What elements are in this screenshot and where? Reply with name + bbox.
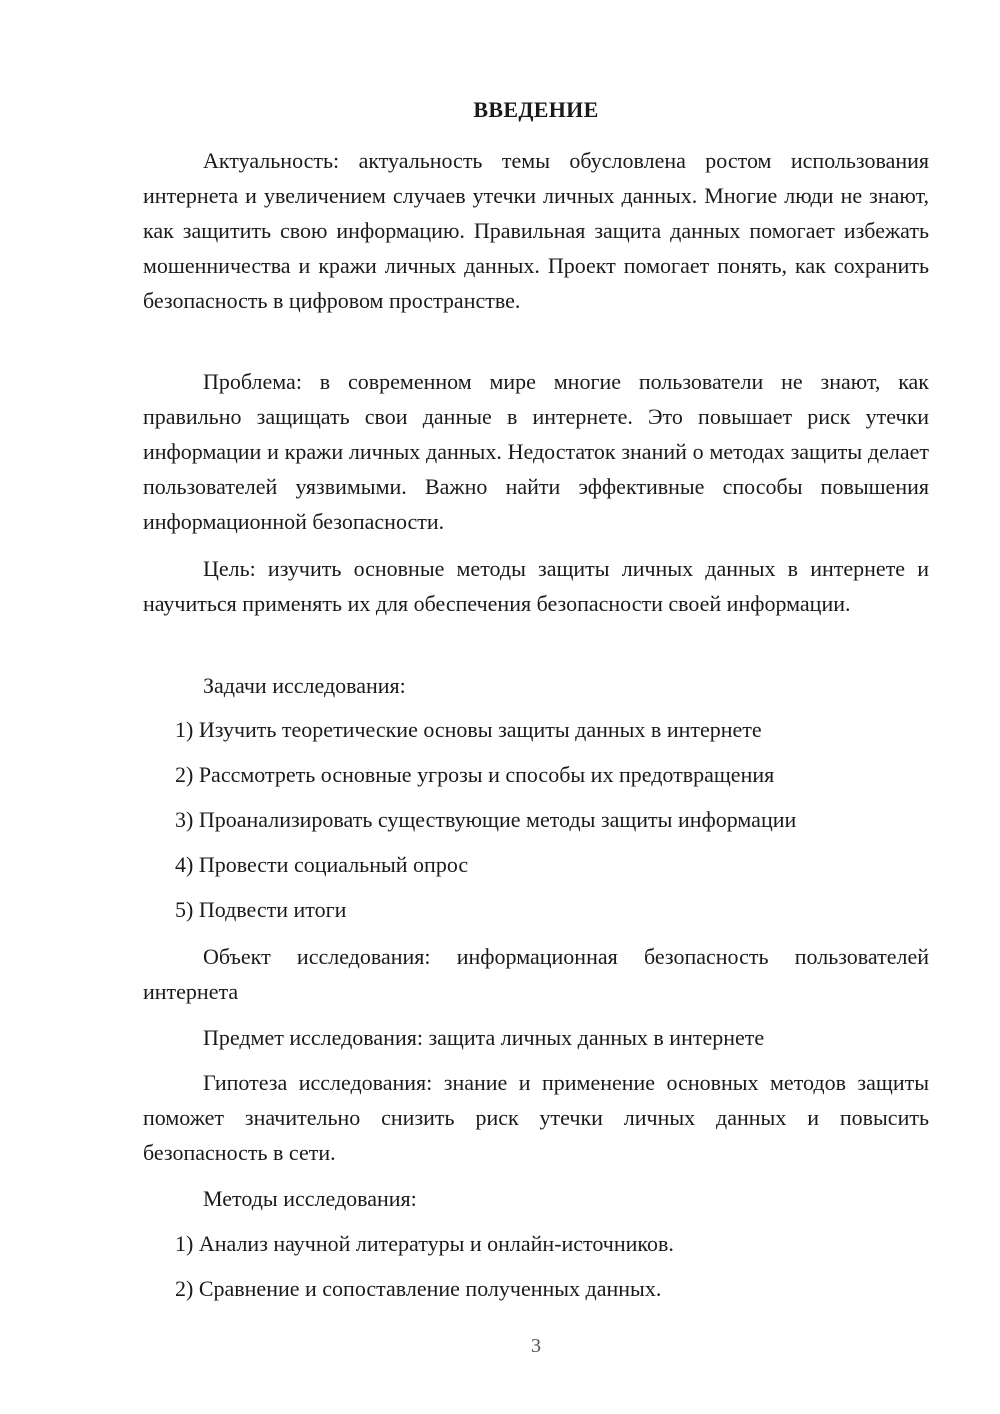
- task-item: 5) Подвести итоги: [175, 897, 347, 922]
- goal-paragraph: Цель: изучить основные методы защиты личных данных в интернете и научиться применять их для обеспечения безопасности своей информации.: [143, 556, 929, 616]
- tasks-title: Задачи исследования:: [203, 673, 406, 698]
- method-item: 2) Сравнение и сопоставление полученных данных.: [175, 1276, 662, 1301]
- object-paragraph: Объект исследования: информационная безопасность пользователей интернета: [143, 944, 929, 1004]
- task-item: 2) Рассмотреть основные угрозы и способы их предотвращения: [175, 762, 775, 787]
- subject-paragraph: Предмет исследования: защита личных данных в интернете: [203, 1025, 765, 1050]
- page-number: 3: [531, 1335, 541, 1357]
- task-item: 4) Провести социальный опрос: [175, 852, 469, 877]
- relevance-paragraph: Актуальность: актуальность темы обусловлена ростом использования интернета и увеличением случаев утечки личных данных. Многие люди не знают, как защитить свою информацию. Правильная защита данных помогает избежать мошенничества и кражи личных данных. Проект помогает понять, как сохранить безопасность в цифровом пространстве.: [143, 148, 929, 313]
- page-title: ВВЕДЕНИЕ: [473, 97, 599, 122]
- task-item: 1) Изучить теоретические основы защиты данных в интернете: [175, 717, 762, 742]
- problem-paragraph: Проблема: в современном мире многие пользователи не знают, как правильно защищать свои данные в интернете. Это повышает риск утечки информации и кражи личных данных. Недостаток знаний о методах защиты делает пользователей уязвимыми. Важно найти эффективные способы повышения информационной безопасности.: [143, 369, 929, 534]
- hypothesis-paragraph: Гипотеза исследования: знание и применение основных методов защиты поможет значительно снизить риск утечки личных данных и повысить безопасность в сети.: [143, 1070, 929, 1165]
- method-item: 1) Анализ научной литературы и онлайн-источников.: [175, 1231, 674, 1256]
- methods-title: Методы исследования:: [203, 1186, 417, 1211]
- task-item: 3) Проанализировать существующие методы защиты информации: [175, 807, 797, 832]
